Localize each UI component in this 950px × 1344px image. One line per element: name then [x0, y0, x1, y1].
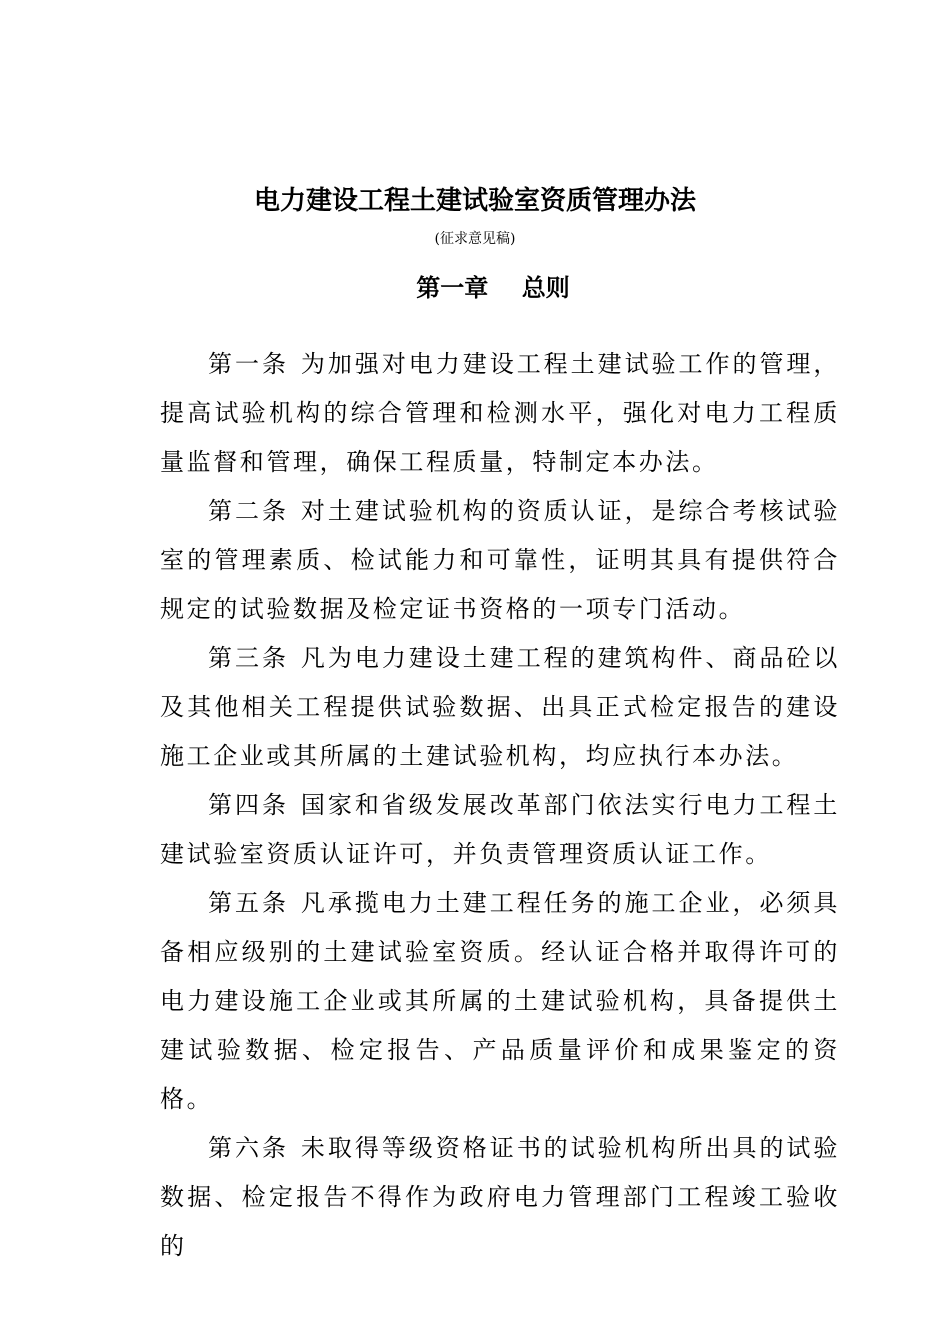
article-label: 第三条: [208, 644, 289, 672]
article-text: 未取得等级资格证书的试验机构所出具的试验数据、检定报告不得作为政府电力管理部门工程竣工验收的: [160, 1134, 840, 1260]
article-label: 第一条: [208, 350, 289, 378]
article-2: [160, 487, 840, 634]
document-subtitle: (征求意见稿): [434, 231, 516, 247]
article-3: [160, 634, 840, 781]
document-title: 电力建设工程土建试验室资质管理办法: [253, 186, 696, 216]
article-text: 凡承揽电力土建工程任务的施工企业，必须具备相应级别的土建试验室资质。经认证合格并取得许可的电力建设施工企业或其所属的土建试验机构，具备提供土建试验数据、检定报告、产品质量评价和成果鉴定的资格。: [160, 889, 840, 1113]
article-text: 为加强对电力建设工程土建试验工作的管理，提高试验机构的综合管理和检测水平，强化对电力工程质量监督和管理，确保工程质量，特制定本办法。: [160, 350, 840, 476]
article-6: [160, 1124, 840, 1271]
chapter-heading: [0, 270, 950, 306]
chapter-name: 总则: [521, 273, 570, 302]
article-text: 凡为电力建设土建工程的建筑构件、商品砼以及其他相关工程提供试验数据、出具正式检定报告的建设施工企业或其所属的土建试验机构，均应执行本办法。: [160, 644, 840, 770]
article-label: 第六条: [208, 1134, 289, 1162]
article-text: 对土建试验机构的资质认证，是综合考核试验室的管理素质、检试能力和可靠性，证明其具有提供符合规定的试验数据及检定证书资格的一项专门活动。: [160, 497, 840, 623]
article-label: 第四条: [208, 791, 289, 819]
chapter-number: 第一章: [416, 273, 489, 302]
article-label: 第五条: [208, 889, 289, 917]
article-5: [160, 879, 840, 1124]
document-body: [160, 340, 840, 1271]
article-4: [160, 781, 840, 879]
article-label: 第二条: [208, 497, 289, 525]
article-text: 国家和省级发展改革部门依法实行电力工程土建试验室资质认证许可，并负责管理资质认证工作。: [160, 791, 840, 868]
article-1: [160, 340, 840, 487]
